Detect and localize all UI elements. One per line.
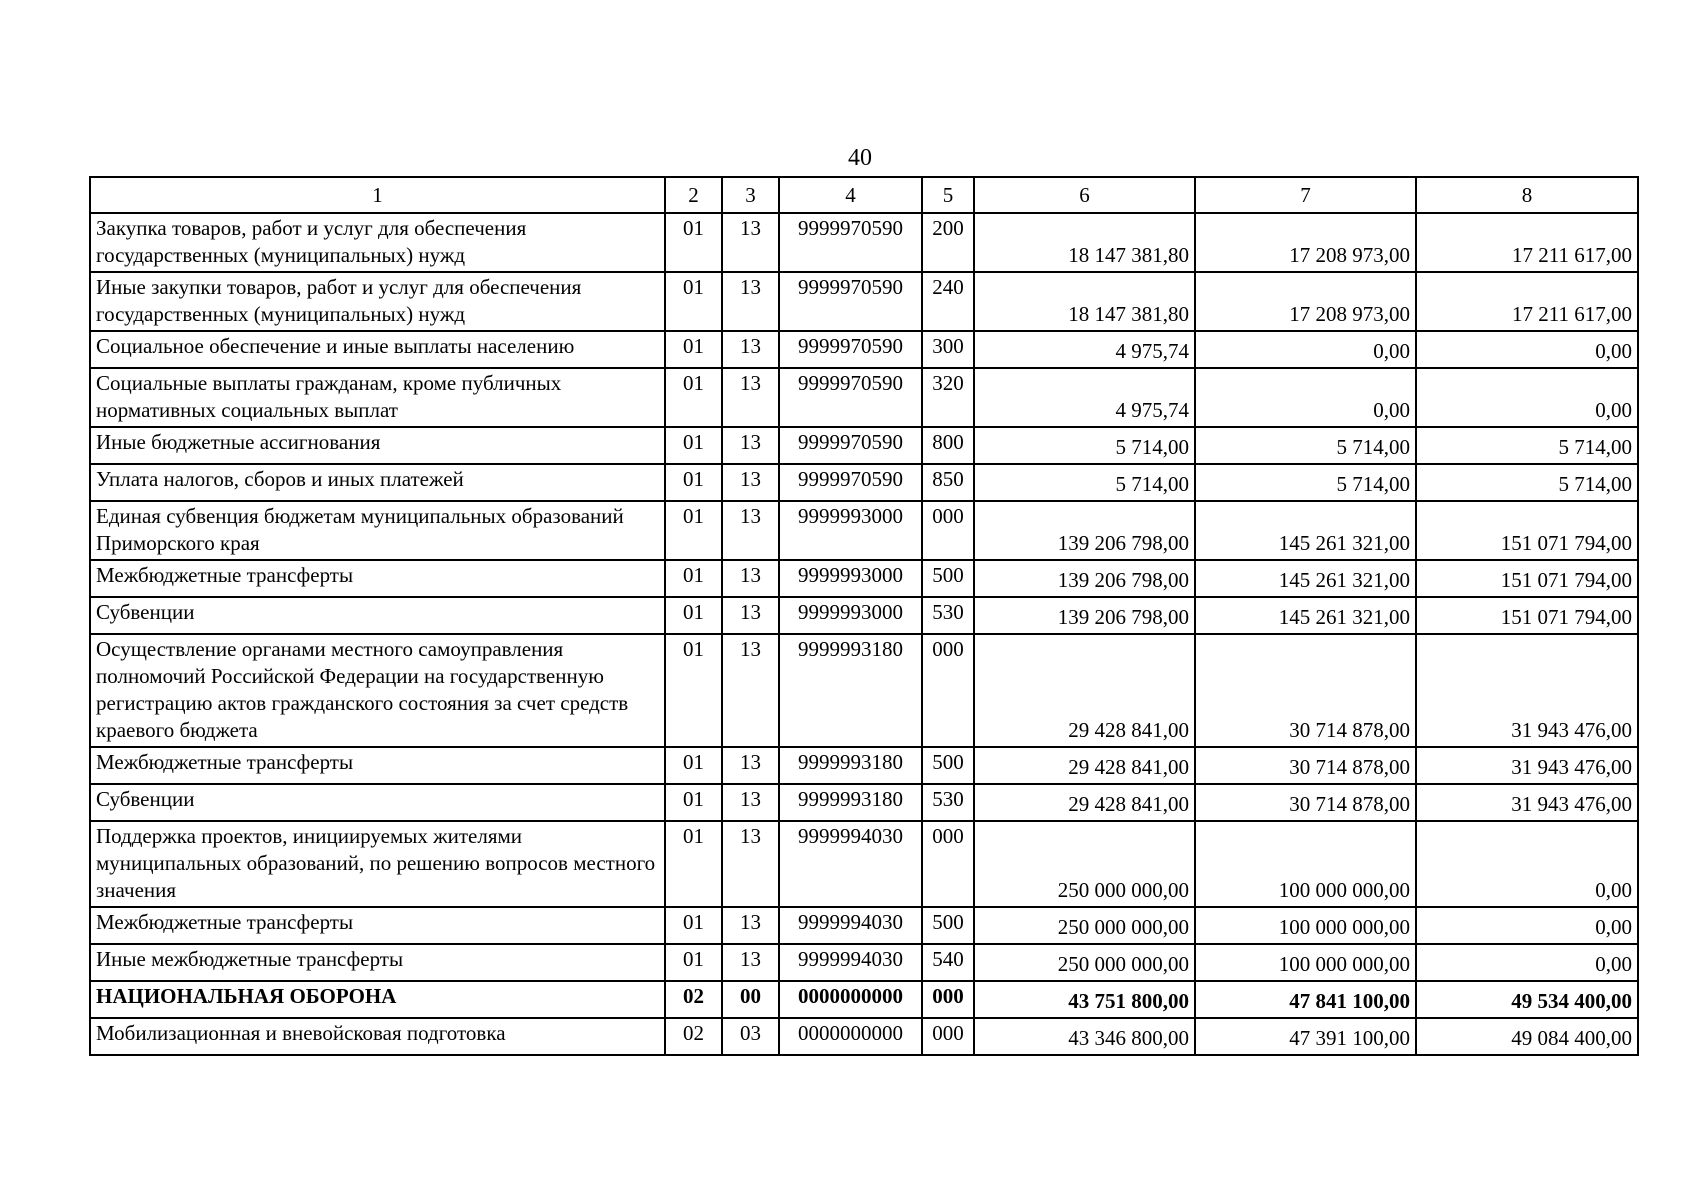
expense-type-cell: 300	[922, 331, 974, 368]
expense-type-cell: 540	[922, 944, 974, 981]
target-article-cell: 9999970590	[779, 427, 922, 464]
amount-col6-cell: 139 206 798,00	[974, 560, 1195, 597]
amount-col8-cell: 0,00	[1416, 331, 1638, 368]
amount-col8-cell: 5 714,00	[1416, 464, 1638, 501]
section-code-cell: 01	[665, 747, 722, 784]
amount-col8-cell: 49 084 400,00	[1416, 1018, 1638, 1055]
amount-col8-cell: 0,00	[1416, 944, 1638, 981]
row-name-cell: Межбюджетные трансферты	[90, 907, 665, 944]
table-row	[90, 272, 1638, 331]
amount-col6-cell: 43 751 800,00	[974, 981, 1195, 1018]
target-article-cell: 9999993000	[779, 501, 922, 560]
target-article-cell: 0000000000	[779, 1018, 922, 1055]
table-row	[90, 821, 1638, 907]
header-row	[90, 177, 1638, 213]
table-row	[90, 981, 1638, 1018]
expense-type-cell: 000	[922, 501, 974, 560]
page-number: 40	[848, 145, 872, 171]
amount-col7-cell: 145 261 321,00	[1195, 560, 1416, 597]
table-row	[90, 427, 1638, 464]
column-header: 3	[722, 177, 779, 213]
table-row	[90, 634, 1638, 747]
expense-type-cell: 500	[922, 907, 974, 944]
amount-col6-cell: 4 975,74	[974, 368, 1195, 427]
section-code-cell: 01	[665, 464, 722, 501]
section-code-cell: 01	[665, 597, 722, 634]
amount-col8-cell: 31 943 476,00	[1416, 747, 1638, 784]
target-article-cell: 9999970590	[779, 464, 922, 501]
section-code-cell: 01	[665, 634, 722, 747]
target-article-cell: 9999970590	[779, 213, 922, 272]
table-row	[90, 747, 1638, 784]
row-name-cell: Единая субвенция бюджетам муниципальных образований Приморского края	[90, 501, 665, 560]
amount-col6-cell: 18 147 381,80	[974, 272, 1195, 331]
table-row	[90, 784, 1638, 821]
column-header: 8	[1416, 177, 1638, 213]
subsection-code-cell: 13	[722, 634, 779, 747]
table-body	[90, 213, 1638, 1055]
expense-type-cell: 240	[922, 272, 974, 331]
expense-type-cell: 000	[922, 821, 974, 907]
table-row	[90, 368, 1638, 427]
expense-type-cell: 530	[922, 597, 974, 634]
section-code-cell: 01	[665, 368, 722, 427]
section-code-cell: 01	[665, 272, 722, 331]
target-article-cell: 9999994030	[779, 944, 922, 981]
table-row	[90, 944, 1638, 981]
amount-col7-cell: 100 000 000,00	[1195, 907, 1416, 944]
expense-type-cell: 200	[922, 213, 974, 272]
expense-type-cell: 320	[922, 368, 974, 427]
amount-col7-cell: 17 208 973,00	[1195, 213, 1416, 272]
amount-col7-cell: 30 714 878,00	[1195, 634, 1416, 747]
row-name-cell: Осуществление органами местного самоуправления полномочий Российской Федерации на государственную регистрацию актов гражданского состояния за счет средств краевого бюджета	[90, 634, 665, 747]
table-row	[90, 597, 1638, 634]
table-row	[90, 560, 1638, 597]
section-code-cell: 01	[665, 213, 722, 272]
amount-col6-cell: 5 714,00	[974, 427, 1195, 464]
amount-col8-cell: 5 714,00	[1416, 427, 1638, 464]
subsection-code-cell: 13	[722, 747, 779, 784]
amount-col8-cell: 0,00	[1416, 907, 1638, 944]
amount-col8-cell: 151 071 794,00	[1416, 560, 1638, 597]
row-name-cell: Поддержка проектов, инициируемых жителями муниципальных образований, по решению вопросов местного значения	[90, 821, 665, 907]
amount-col8-cell: 49 534 400,00	[1416, 981, 1638, 1018]
subsection-code-cell: 13	[722, 784, 779, 821]
subsection-code-cell: 13	[722, 597, 779, 634]
amount-col6-cell: 250 000 000,00	[974, 907, 1195, 944]
amount-col8-cell: 31 943 476,00	[1416, 634, 1638, 747]
column-header: 6	[974, 177, 1195, 213]
expense-type-cell: 530	[922, 784, 974, 821]
subsection-code-cell: 13	[722, 272, 779, 331]
target-article-cell: 9999993180	[779, 634, 922, 747]
row-name-cell: Социальное обеспечение и иные выплаты населению	[90, 331, 665, 368]
section-code-cell: 01	[665, 501, 722, 560]
expense-type-cell: 500	[922, 747, 974, 784]
section-code-cell: 01	[665, 331, 722, 368]
amount-col7-cell: 100 000 000,00	[1195, 821, 1416, 907]
amount-col8-cell: 0,00	[1416, 368, 1638, 427]
row-name-cell: Иные бюджетные ассигнования	[90, 427, 665, 464]
column-header: 7	[1195, 177, 1416, 213]
section-code-cell: 01	[665, 907, 722, 944]
row-name-cell: Иные закупки товаров, работ и услуг для обеспечения государственных (муниципальных) нужд	[90, 272, 665, 331]
amount-col8-cell: 0,00	[1416, 821, 1638, 907]
subsection-code-cell: 13	[722, 331, 779, 368]
subsection-code-cell: 13	[722, 368, 779, 427]
column-header: 2	[665, 177, 722, 213]
row-name-cell: Закупка товаров, работ и услуг для обеспечения государственных (муниципальных) нужд	[90, 213, 665, 272]
amount-col6-cell: 29 428 841,00	[974, 634, 1195, 747]
subsection-code-cell: 13	[722, 821, 779, 907]
amount-col6-cell: 4 975,74	[974, 331, 1195, 368]
subsection-code-cell: 13	[722, 464, 779, 501]
section-code-cell: 01	[665, 560, 722, 597]
amount-col7-cell: 5 714,00	[1195, 464, 1416, 501]
section-code-cell: 01	[665, 427, 722, 464]
table-row	[90, 501, 1638, 560]
row-name-cell: Субвенции	[90, 784, 665, 821]
target-article-cell: 9999970590	[779, 331, 922, 368]
expense-type-cell: 850	[922, 464, 974, 501]
target-article-cell: 9999970590	[779, 368, 922, 427]
column-header: 5	[922, 177, 974, 213]
section-code-cell: 02	[665, 1018, 722, 1055]
expense-type-cell: 000	[922, 634, 974, 747]
amount-col7-cell: 30 714 878,00	[1195, 747, 1416, 784]
amount-col6-cell: 18 147 381,80	[974, 213, 1195, 272]
row-name-cell: Социальные выплаты гражданам, кроме публичных нормативных социальных выплат	[90, 368, 665, 427]
subsection-code-cell: 13	[722, 907, 779, 944]
amount-col7-cell: 47 841 100,00	[1195, 981, 1416, 1018]
column-header: 4	[779, 177, 922, 213]
amount-col8-cell: 17 211 617,00	[1416, 213, 1638, 272]
subsection-code-cell: 03	[722, 1018, 779, 1055]
section-code-cell: 02	[665, 981, 722, 1018]
target-article-cell: 9999993180	[779, 784, 922, 821]
amount-col6-cell: 139 206 798,00	[974, 501, 1195, 560]
amount-col8-cell: 31 943 476,00	[1416, 784, 1638, 821]
amount-col6-cell: 29 428 841,00	[974, 784, 1195, 821]
amount-col7-cell: 145 261 321,00	[1195, 597, 1416, 634]
table-row	[90, 331, 1638, 368]
section-code-cell: 01	[665, 944, 722, 981]
amount-col6-cell: 5 714,00	[974, 464, 1195, 501]
target-article-cell: 9999994030	[779, 821, 922, 907]
row-name-cell: Межбюджетные трансферты	[90, 560, 665, 597]
row-name-cell: Субвенции	[90, 597, 665, 634]
expense-type-cell: 500	[922, 560, 974, 597]
subsection-code-cell: 00	[722, 981, 779, 1018]
row-name-cell: Уплата налогов, сборов и иных платежей	[90, 464, 665, 501]
table-row	[90, 907, 1638, 944]
target-article-cell: 9999993180	[779, 747, 922, 784]
amount-col6-cell: 29 428 841,00	[974, 747, 1195, 784]
subsection-code-cell: 13	[722, 213, 779, 272]
row-name-cell: НАЦИОНАЛЬНАЯ ОБОРОНА	[90, 981, 665, 1018]
amount-col7-cell: 30 714 878,00	[1195, 784, 1416, 821]
amount-col8-cell: 17 211 617,00	[1416, 272, 1638, 331]
amount-col8-cell: 151 071 794,00	[1416, 597, 1638, 634]
section-code-cell: 01	[665, 784, 722, 821]
row-name-cell: Межбюджетные трансферты	[90, 747, 665, 784]
subsection-code-cell: 13	[722, 560, 779, 597]
expense-type-cell: 800	[922, 427, 974, 464]
amount-col7-cell: 0,00	[1195, 331, 1416, 368]
row-name-cell: Мобилизационная и вневойсковая подготовка	[90, 1018, 665, 1055]
amount-col8-cell: 151 071 794,00	[1416, 501, 1638, 560]
amount-col6-cell: 139 206 798,00	[974, 597, 1195, 634]
amount-col7-cell: 17 208 973,00	[1195, 272, 1416, 331]
table-row	[90, 464, 1638, 501]
row-name-cell: Иные межбюджетные трансферты	[90, 944, 665, 981]
amount-col6-cell: 250 000 000,00	[974, 821, 1195, 907]
target-article-cell: 9999994030	[779, 907, 922, 944]
target-article-cell: 9999970590	[779, 272, 922, 331]
column-header: 1	[90, 177, 665, 213]
amount-col6-cell: 250 000 000,00	[974, 944, 1195, 981]
section-code-cell: 01	[665, 821, 722, 907]
target-article-cell: 0000000000	[779, 981, 922, 1018]
amount-col7-cell: 0,00	[1195, 368, 1416, 427]
amount-col7-cell: 145 261 321,00	[1195, 501, 1416, 560]
amount-col7-cell: 100 000 000,00	[1195, 944, 1416, 981]
expense-type-cell: 000	[922, 1018, 974, 1055]
subsection-code-cell: 13	[722, 427, 779, 464]
amount-col6-cell: 43 346 800,00	[974, 1018, 1195, 1055]
subsection-code-cell: 13	[722, 944, 779, 981]
target-article-cell: 9999993000	[779, 560, 922, 597]
subsection-code-cell: 13	[722, 501, 779, 560]
table-row	[90, 213, 1638, 272]
expense-type-cell: 000	[922, 981, 974, 1018]
budget-table	[89, 176, 1639, 1056]
target-article-cell: 9999993000	[779, 597, 922, 634]
table-row	[90, 1018, 1638, 1055]
amount-col7-cell: 5 714,00	[1195, 427, 1416, 464]
amount-col7-cell: 47 391 100,00	[1195, 1018, 1416, 1055]
